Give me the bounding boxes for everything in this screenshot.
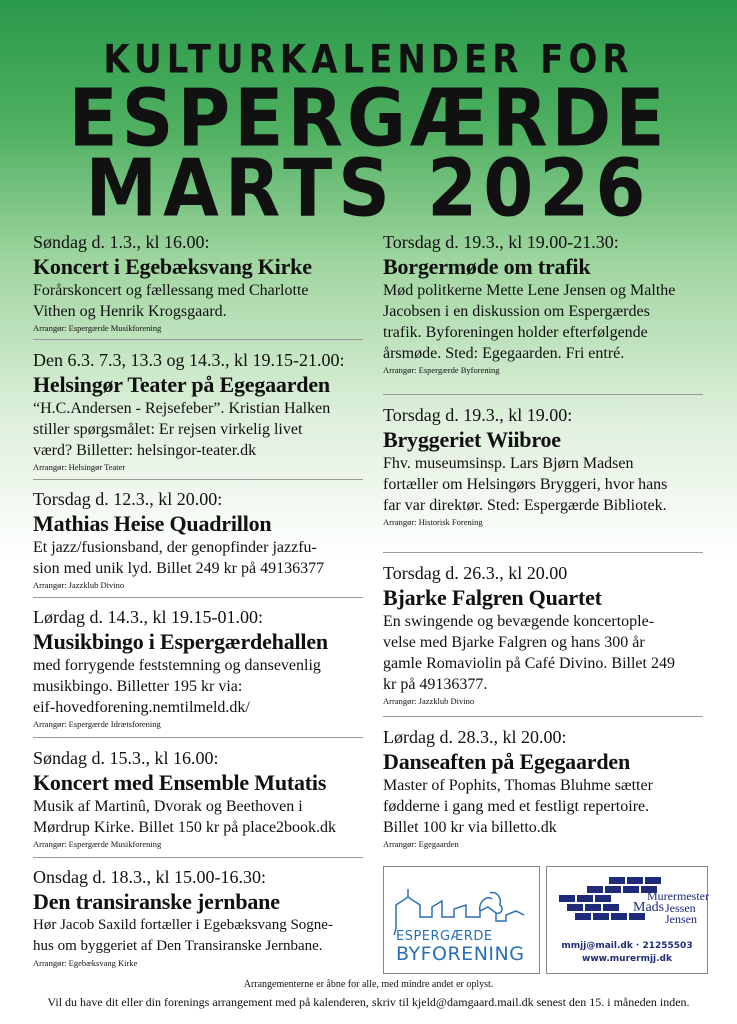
event-desc-line: årsmøde. Sted: Egegaarden. Fri entré. — [383, 345, 625, 362]
divider — [33, 857, 363, 858]
event-organizer: Arrangør: Helsingør Teater — [33, 462, 126, 472]
header-line-3: MARTS 2026 — [85, 141, 652, 235]
event-desc-line: Forårskoncert og fællessang med Charlotte — [33, 282, 309, 299]
event-description — [33, 537, 373, 579]
event-desc-line: gamle Romaviolin på Café Divino. Billet 249 — [383, 655, 675, 672]
event-right-2 — [383, 405, 713, 528]
murermester-contact: mmjj@mail.dk · 21255503 — [561, 941, 693, 951]
event-description — [33, 280, 373, 322]
event-organizer: Arrangør: Espergærde Idrætsforening — [33, 719, 161, 729]
event-date: Søndag d. 1.3., kl 16.00: — [33, 232, 210, 252]
event-desc-line: sion med unik lyd. Billet 249 kr på 49136377 — [33, 560, 325, 577]
event-organizer: Arrangør: Egegaarden — [383, 839, 459, 849]
event-title: Borgermøde om trafik — [383, 254, 591, 279]
divider — [33, 737, 363, 738]
event-desc-line: Mørdrup Kirke. Billet 150 kr på place2book.dk — [33, 819, 337, 836]
event-organizer: Arrangør: Jazzklub Divino — [33, 580, 125, 590]
event-desc-line: trafik. Byforeningen holder efterfølgende — [383, 324, 648, 341]
byforening-line-1: ESPERGÆRDE — [396, 929, 493, 944]
event-left-2 — [33, 350, 373, 473]
event-title: Musikbingo i Espergærdehallen — [33, 629, 328, 654]
event-description — [33, 915, 373, 957]
event-desc-line: “H.C.Andersen - Rejsefeber”. Kristian Halken — [33, 400, 331, 417]
event-desc-line: Fhv. museumsinsp. Lars Bjørn Madsen — [383, 455, 634, 472]
event-desc-line: musikbingo. Billetter 195 kr via: — [33, 678, 243, 695]
event-desc-line: far var direktør. Sted: Espergærde Bibliotek. — [383, 497, 667, 514]
event-left-1 — [33, 232, 373, 334]
event-right-4 — [383, 727, 713, 850]
event-date: Lørdag d. 14.3., kl 19.15-01.00: — [33, 607, 263, 627]
event-organizer: Arrangør: Egebæksvang Kirke — [33, 958, 138, 968]
byforening-logo — [383, 866, 540, 974]
footer-note: Arrangementerne er åbne for alle, med mindre andet er oplyst. — [243, 979, 494, 990]
event-left-6 — [33, 867, 373, 969]
event-title: Koncert i Egebæksvang Kirke — [33, 254, 312, 279]
event-desc-line: Hør Jacob Saxild fortæller i Egebæksvang Sogne- — [33, 917, 333, 933]
murermester-name-1: Mads — [633, 900, 665, 915]
event-left-5 — [33, 748, 373, 850]
event-desc-line: fødderne i gang med et festligt repertoire. — [383, 798, 650, 815]
event-title: Mathias Heise Quadrillon — [33, 511, 272, 536]
murermester-name-3: Jensen — [665, 912, 697, 926]
murermester-title: Murermester — [647, 889, 709, 903]
murermester-website: www.murermjj.dk — [582, 954, 672, 964]
event-date: Den 6.3. 7.3, 13.3 og 14.3., kl 19.15-21.00: — [33, 350, 345, 370]
event-right-3 — [383, 563, 713, 707]
event-description — [383, 775, 713, 838]
event-desc-line: kr på 49136377. — [383, 676, 488, 693]
event-description — [383, 611, 713, 695]
event-left-3 — [33, 489, 373, 591]
event-desc-line: velse med Bjarke Falgren og hans 300 år — [383, 634, 645, 651]
divider — [33, 339, 363, 340]
event-desc-line: eif-hovedforening.nemtilmeld.dk/ — [33, 699, 250, 716]
event-right-1 — [383, 232, 713, 376]
event-desc-line: fortæller om Helsingørs Bryggeri, hvor hans — [383, 476, 668, 493]
divider — [33, 479, 363, 480]
byforening-line-2: BYFORENING — [396, 943, 525, 965]
event-desc-line: med forrygende feststemning og dansevenlig — [33, 657, 321, 674]
header-line-1: KULTURKALENDER FOR — [103, 37, 634, 83]
event-description — [33, 655, 373, 718]
event-organizer: Arrangør: Espergærde Byforening — [383, 365, 500, 375]
event-desc-line: Jacobsen i en diskussion om Espergærdes — [383, 303, 650, 320]
event-title: Helsingør Teater på Egegaarden — [33, 372, 330, 397]
event-desc-line: værd? Billetter: helsingor-teater.dk — [33, 442, 257, 459]
event-date: Torsdag d. 19.3., kl 19.00-21.30: — [383, 232, 619, 252]
event-date: Lørdag d. 28.3., kl 20.00: — [383, 727, 567, 747]
event-desc-line: hus om byggeriet af Den Transiranske Jernbane. — [33, 938, 323, 954]
event-organizer: Arrangør: Historisk Forening — [383, 517, 483, 527]
event-description — [33, 398, 373, 461]
event-date: Torsdag d. 12.3., kl 20.00: — [33, 489, 223, 509]
event-desc-line: En swingende og bevægende koncertople- — [383, 613, 655, 630]
event-organizer: Arrangør: Jazzklub Divino — [383, 696, 475, 706]
event-title: Den transiranske jernbane — [33, 889, 280, 914]
footer-contact: Vil du have dit eller din forenings arrangement med på kalenderen, skriv til kjeld@damgaard.mail.dk senest den 15. i måneden inden. — [47, 995, 690, 1009]
event-desc-line: Vithen og Henrik Krogsgaard. — [33, 303, 227, 320]
header-line-2: ESPERGÆRDE — [68, 71, 669, 165]
event-date: Onsdag d. 18.3., kl 15.00-16.30: — [33, 867, 266, 887]
event-desc-line: Et jazz/fusionsband, der genopfinder jazzfu- — [33, 539, 317, 556]
event-description — [33, 796, 373, 838]
event-title: Bjarke Falgren Quartet — [383, 585, 602, 610]
event-title: Danseaften på Egegaarden — [383, 749, 630, 774]
event-title: Bryggeriet Wiibroe — [383, 427, 561, 452]
event-desc-line: Master of Pophits, Thomas Bluhme sætter — [383, 777, 653, 794]
divider — [33, 597, 363, 598]
event-title: Koncert med Ensemble Mutatis — [33, 770, 327, 795]
event-date: Torsdag d. 26.3., kl 20.00 — [383, 563, 568, 583]
event-desc-line: Musik af Martinû, Dvorak og Beethoven i — [33, 798, 303, 815]
event-date: Torsdag d. 19.3., kl 19.00: — [383, 405, 573, 425]
event-description — [383, 453, 713, 516]
event-organizer: Arrangør: Espergærde Musikforening — [33, 323, 162, 333]
divider — [383, 394, 703, 395]
event-desc-line: Billet 100 kr via billetto.dk — [383, 819, 557, 836]
divider — [383, 716, 703, 717]
event-organizer: Arrangør: Espergærde Musikforening — [33, 839, 162, 849]
event-description — [383, 280, 713, 364]
event-date: Søndag d. 15.3., kl 16.00: — [33, 748, 219, 768]
event-desc-line: Mød politkerne Mette Lene Jensen og Malthe — [383, 282, 676, 299]
murermester-logo — [546, 866, 708, 974]
event-left-4 — [33, 607, 373, 730]
event-desc-line: stiller spørgsmålet: Er rejsen virkelig livet — [33, 421, 303, 438]
divider — [383, 552, 703, 553]
murermester-name-2: Jessen — [665, 901, 696, 915]
